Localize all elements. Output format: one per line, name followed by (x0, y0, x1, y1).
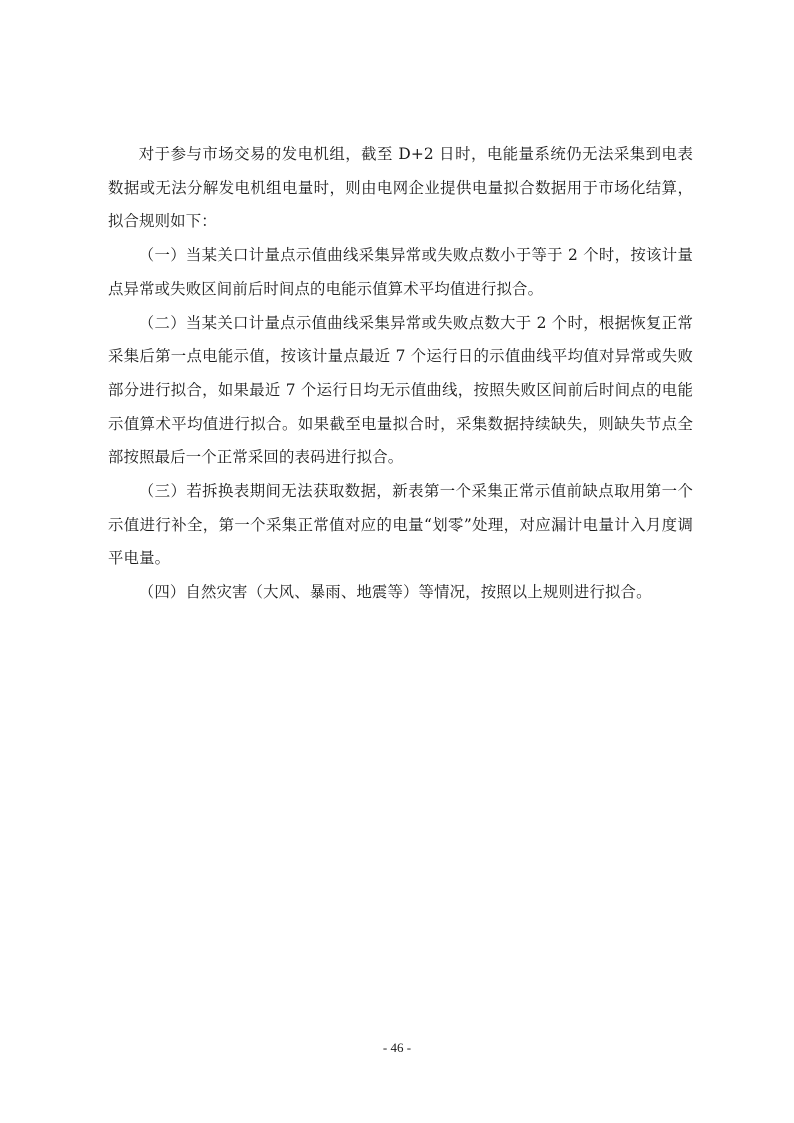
paragraph-rule-2: （二）当某关口计量点示值曲线采集异常或失败点数大于 2 个时，根据恢复正常采集后第一点电能示值，按该计量点最近 7 个运行日的示值曲线平均值对异常或失败部分进行拟合，如果最近 7 个运行日均无示值曲线，按照失败区间前后时间点的电能示值算术平均值进行拟合。如果截至电量拟合时，采集数据持续缺失，则缺失节点全部按照最后一个正常采回的表码进行拟合。 (108, 313, 693, 467)
paragraph-rule-3: （三）若拆换表期间无法获取数据，新表第一个采集正常示值前缺点取用第一个示值进行补全，第一个采集正常值对应的电量“划零”处理，对应漏计电量计入月度调平电量。 (108, 482, 693, 568)
page-number: - 46 - (382, 1040, 412, 1055)
paragraph-rule-4: （四）自然灾害（大风、暴雨、地震等）等情况，按照以上规则进行拟合。 (138, 583, 652, 602)
document-body (108, 138, 693, 610)
paragraph-intro: 对于参与市场交易的发电机组，截至 D+2 日时，电能量系统仍无法采集到电表数据或无法分解发电机组电量时，则由电网企业提供电量拟合数据用于市场化结算，拟合规则如下： (108, 145, 693, 231)
paragraph-rule-1: （一）当某关口计量点示值曲线采集异常或失败点数小于等于 2 个时，按该计量点异常或失败区间前后时间点的电能示值算术平均值进行拟合。 (108, 246, 693, 298)
